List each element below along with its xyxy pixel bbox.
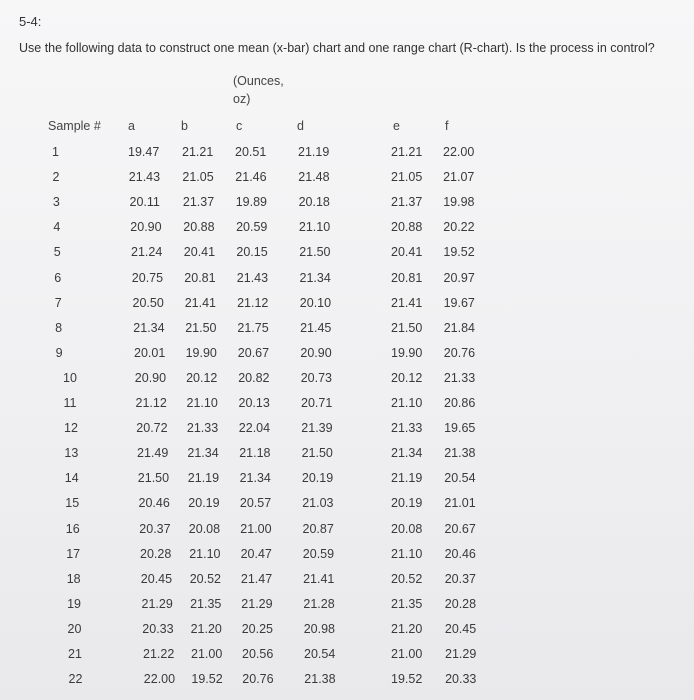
table-row [0,494,694,516]
cell-sample-number: 2 [52,170,60,185]
cell-sample-number: 17 [66,546,81,561]
cell-value-b: 21.20 [190,621,222,636]
cell-sample-number: 18 [66,571,81,586]
cell-value-a: 20.37 [139,521,171,536]
cell-value-c: 20.25 [241,621,273,636]
cell-value-b: 21.10 [189,546,221,561]
cell-value-d: 21.48 [298,170,330,185]
problem-number: 5-4: [19,14,42,29]
cell-value-e: 21.19 [391,471,423,486]
unit-note: (Ounces, oz) [233,74,284,106]
table-row [0,595,694,617]
cell-value-f: 20.33 [445,672,477,687]
cell-value-c: 20.76 [242,672,274,687]
cell-value-e: 20.12 [391,370,423,385]
cell-value-a: 20.46 [138,496,170,511]
cell-value-b: 21.34 [187,446,219,461]
cell-value-c: 20.57 [239,496,272,511]
cell-value-e: 19.52 [391,672,423,687]
cell-value-f: 20.28 [444,596,477,611]
cell-value-e: 20.81 [391,270,423,285]
cell-value-a: 20.90 [130,220,162,235]
cell-value-c: 21.12 [237,295,269,310]
cell-value-f: 20.86 [444,396,476,410]
cell-value-a: 21.43 [128,170,161,185]
table-row [0,469,694,491]
cell-value-c: 20.82 [238,370,270,385]
cell-value-b: 21.10 [186,396,218,410]
cell-value-c: 21.75 [237,320,269,335]
cell-value-d: 21.28 [303,596,335,611]
cell-value-f: 21.01 [444,496,476,511]
cell-value-f: 21.38 [444,446,476,461]
cell-value-b: 21.05 [182,170,214,185]
cell-value-a: 22.00 [143,672,176,687]
cell-value-a: 20.75 [131,270,164,285]
table-row [0,294,694,316]
cell-value-e: 21.21 [391,145,423,159]
cell-sample-number: 19 [67,596,81,611]
cell-value-e: 21.10 [391,396,423,410]
cell-value-b: 20.41 [183,245,216,260]
cell-value-a: 21.49 [137,446,169,461]
cell-sample-number: 21 [68,647,82,661]
cell-value-a: 20.90 [134,370,167,385]
cell-value-d: 21.39 [301,421,333,436]
cell-value-d: 20.54 [304,647,336,661]
cell-value-f: 20.45 [444,621,477,636]
cell-value-c: 20.67 [237,345,270,360]
cell-value-a: 21.34 [133,320,165,335]
table-row [0,168,694,190]
cell-value-c: 20.51 [235,145,267,159]
problem-instructions: Use the following data to construct one mean (x-bar) chart and one range chart (R-chart). Is the process in control? [19,41,655,55]
cell-value-f: 21.29 [445,647,477,661]
cell-sample-number: 8 [55,320,63,335]
table-header-row [0,119,694,135]
cell-value-c: 21.47 [240,571,273,586]
cell-value-d: 21.19 [298,145,330,159]
cell-value-d: 20.87 [302,521,334,536]
cell-value-f: 19.65 [444,421,476,436]
header-a: a [128,119,135,133]
cell-value-b: 20.08 [188,521,221,536]
table-row [0,143,694,165]
cell-value-b: 19.90 [185,345,217,360]
cell-value-a: 21.29 [141,596,173,611]
cell-value-a: 20.72 [136,421,168,436]
cell-value-c: 19.89 [235,195,267,210]
cell-value-f: 21.84 [443,320,475,335]
cell-value-f: 19.98 [443,195,475,210]
cell-value-f: 20.67 [444,521,476,536]
cell-value-b: 20.12 [186,370,218,385]
cell-value-c: 20.59 [236,220,268,235]
cell-value-d: 21.38 [304,672,336,687]
cell-value-b: 21.35 [190,596,222,611]
cell-value-d: 20.59 [302,546,335,561]
cell-value-a: 20.01 [134,345,166,360]
cell-value-c: 21.34 [239,471,271,486]
cell-sample-number: 11 [63,396,77,410]
cell-value-c: 22.04 [238,421,271,436]
cell-value-d: 20.90 [300,345,332,360]
cell-value-f: 19.67 [443,295,475,310]
cell-value-b: 21.41 [184,295,216,310]
cell-value-e: 20.88 [391,220,423,235]
cell-value-b: 21.21 [182,145,214,159]
cell-value-a: 19.47 [128,145,160,159]
cell-value-e: 20.08 [391,521,423,536]
table-row [0,419,694,441]
cell-value-b: 21.50 [185,320,217,335]
cell-value-d: 20.19 [301,471,334,486]
table-row [0,444,694,466]
cell-value-b: 21.19 [187,471,220,486]
header-f: f [445,119,449,133]
cell-value-a: 20.28 [140,546,172,561]
cell-sample-number: 12 [64,421,78,436]
cell-value-c: 21.18 [239,446,271,461]
cell-value-b: 21.00 [191,647,223,661]
cell-value-e: 21.05 [391,170,423,185]
table-row [0,620,694,642]
cell-value-b: 19.52 [191,672,223,687]
cell-value-b: 20.52 [189,571,221,586]
cell-value-f: 20.37 [444,571,476,586]
table-row [0,670,694,692]
table-row [0,369,694,391]
header-b: b [181,119,188,133]
cell-value-d: 20.10 [299,295,332,310]
cell-value-e: 21.37 [391,195,423,210]
cell-value-d: 21.45 [300,320,332,335]
cell-value-c: 20.15 [236,245,268,260]
cell-sample-number: 16 [65,521,80,536]
table-row [0,344,694,366]
cell-value-e: 21.20 [391,621,423,636]
cell-sample-number: 1 [52,145,59,159]
cell-value-a: 20.33 [142,621,174,636]
cell-value-f: 20.97 [443,270,475,285]
table-row [0,269,694,291]
cell-value-b: 20.19 [188,496,220,511]
cell-sample-number: 22 [68,672,83,687]
cell-sample-number: 4 [53,220,61,235]
table-row [0,243,694,265]
cell-value-f: 19.52 [443,245,475,260]
cell-sample-number: 10 [63,370,77,385]
cell-value-d: 21.41 [303,571,335,586]
cell-value-e: 21.50 [391,320,423,335]
table-row [0,570,694,592]
cell-value-b: 21.33 [186,421,219,436]
cell-value-f: 20.46 [444,546,476,561]
cell-value-c: 21.00 [240,521,272,536]
cell-value-b: 20.88 [183,220,215,235]
cell-value-c: 20.47 [240,546,272,561]
header-sample: Sample # [48,119,101,133]
cell-value-f: 22.00 [443,145,475,159]
cell-value-c: 20.56 [242,647,274,661]
cell-sample-number: 20 [67,621,82,636]
cell-value-e: 20.19 [391,496,423,511]
cell-value-c: 21.43 [236,270,269,285]
cell-value-e: 21.34 [391,446,423,461]
cell-value-a: 21.50 [137,471,170,486]
cell-value-f: 21.07 [443,170,475,185]
cell-sample-number: 3 [52,195,60,210]
cell-sample-number: 7 [54,295,62,310]
cell-value-d: 20.18 [298,195,330,210]
cell-value-e: 21.10 [391,546,423,561]
cell-value-a: 21.12 [135,396,167,410]
cell-value-a: 20.50 [132,295,164,310]
cell-value-c: 20.13 [238,396,270,410]
header-c: c [236,119,243,133]
cell-value-f: 20.22 [443,220,475,235]
table-row [0,319,694,341]
cell-sample-number: 13 [64,446,79,461]
header-e: e [393,119,400,133]
cell-sample-number: 5 [53,245,61,260]
cell-value-d: 21.34 [299,270,331,285]
table-row [0,520,694,542]
cell-value-e: 20.52 [391,571,423,586]
cell-value-f: 20.54 [444,471,476,486]
cell-value-e: 20.41 [391,245,423,260]
cell-value-d: 20.71 [301,396,333,410]
header-d: d [297,119,304,133]
cell-value-e: 21.33 [391,421,423,436]
table-row [0,193,694,215]
cell-value-e: 21.00 [391,647,423,661]
cell-value-e: 19.90 [391,345,423,360]
cell-value-b: 20.81 [184,270,216,285]
cell-value-e: 21.35 [391,596,423,611]
cell-value-a: 20.11 [129,195,160,210]
cell-value-d: 21.03 [302,496,334,511]
cell-value-e: 21.41 [391,295,423,310]
cell-value-d: 21.50 [299,245,331,260]
cell-sample-number: 9 [55,345,63,360]
cell-value-d: 21.10 [298,220,331,235]
table-row [0,218,694,240]
cell-sample-number: 6 [54,270,62,285]
cell-value-d: 20.98 [303,621,335,636]
cell-sample-number: 14 [64,471,79,486]
cell-value-f: 20.76 [443,345,476,360]
cell-value-b: 21.37 [182,195,215,210]
table-row [0,545,694,567]
cell-value-d: 20.73 [300,370,332,385]
cell-value-f: 21.33 [443,370,476,385]
cell-value-a: 21.22 [143,647,175,661]
cell-value-d: 21.50 [301,446,333,461]
table-row [0,394,694,416]
cell-value-a: 20.45 [140,571,173,586]
cell-value-a: 21.24 [131,245,163,260]
cell-value-c: 21.29 [241,596,273,611]
cell-value-c: 21.46 [235,170,267,185]
cell-sample-number: 15 [65,496,80,511]
table-row [0,645,694,667]
